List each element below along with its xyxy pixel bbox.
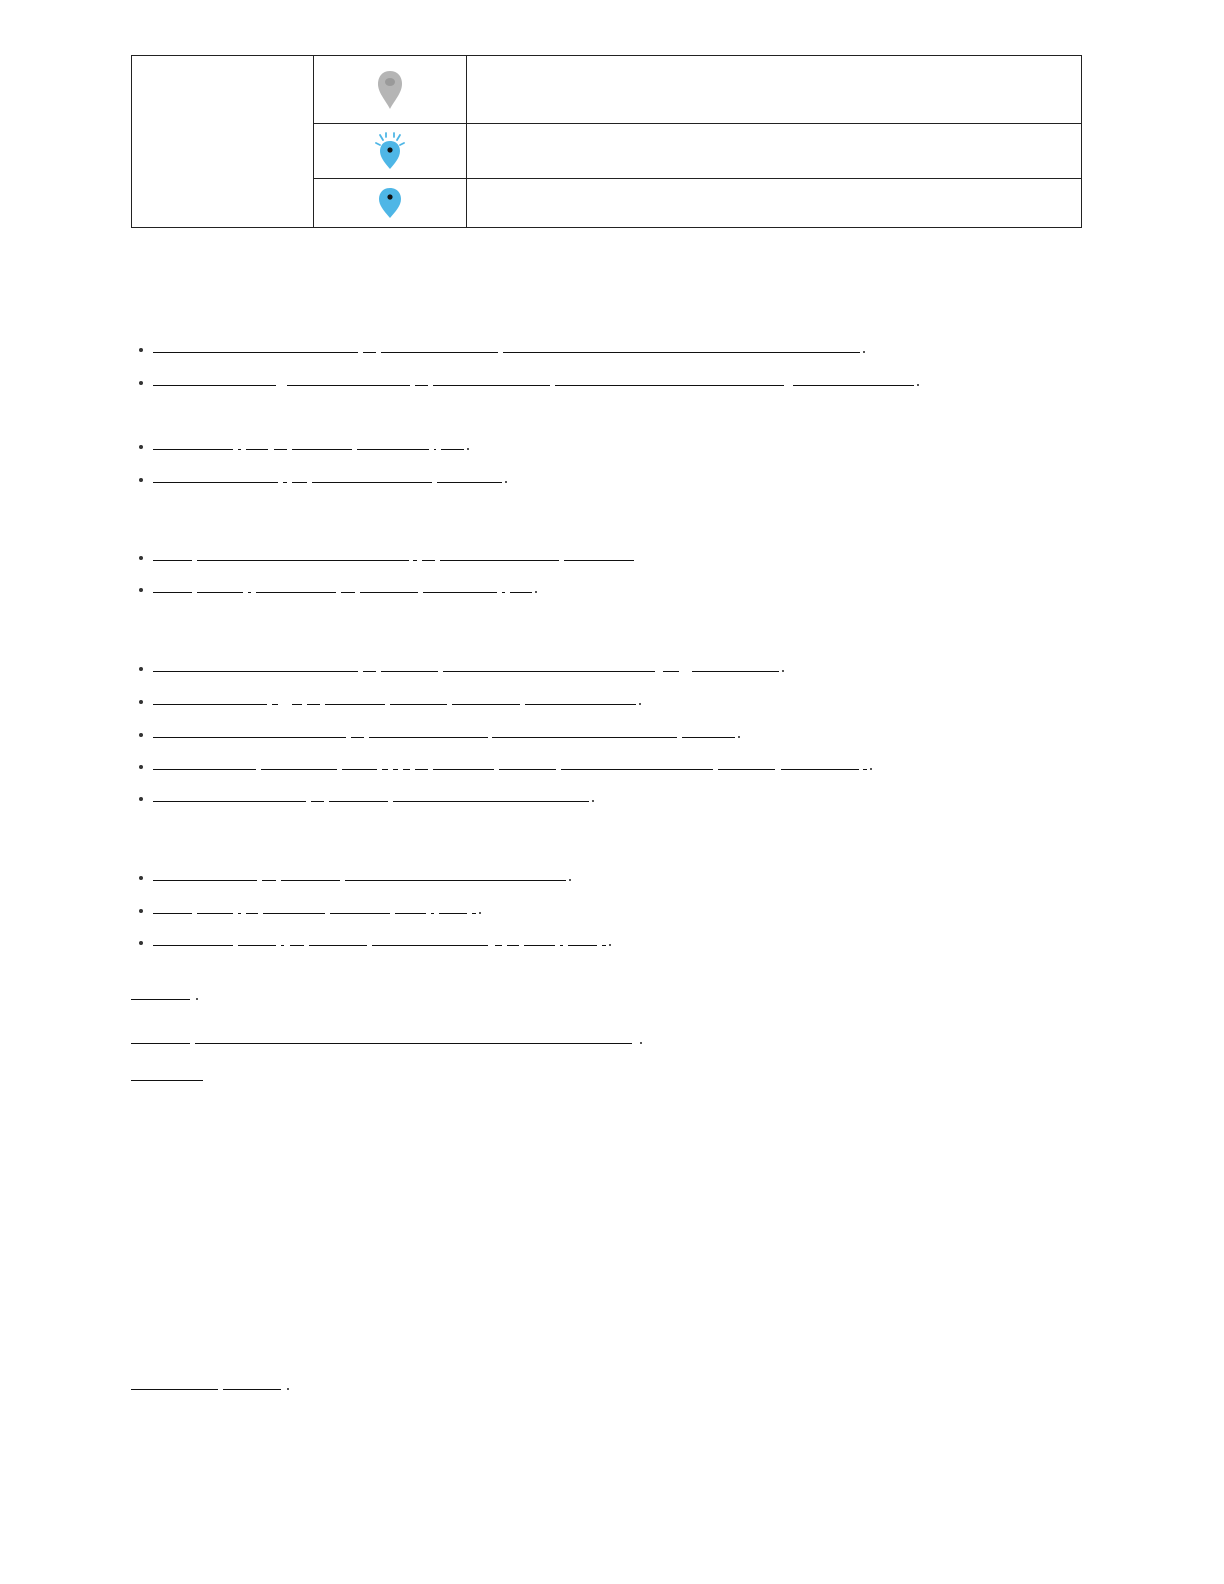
redacted-word — [441, 449, 464, 450]
redacted-word — [342, 769, 377, 770]
bullet-icon — [139, 445, 143, 449]
redacted-word — [363, 352, 376, 353]
redacted-word — [263, 913, 325, 914]
bullet-icon — [139, 797, 143, 801]
redacted-word — [153, 482, 278, 483]
bullet-icon — [139, 381, 143, 385]
redacted-word — [415, 769, 428, 770]
redacted-word — [351, 737, 364, 738]
redacted-word — [403, 769, 410, 770]
legend-icon-cell — [314, 56, 467, 124]
redacted-word — [507, 945, 519, 946]
redacted-word — [345, 880, 566, 881]
period-mark — [535, 591, 537, 593]
bullet-icon — [139, 588, 143, 592]
redacted-word — [197, 560, 409, 561]
bullet-icon — [139, 876, 143, 880]
redacted-word — [153, 352, 358, 353]
legend-description-cell — [467, 56, 1082, 124]
redacted-word — [382, 769, 388, 770]
legend-description-cell — [467, 179, 1082, 228]
bullet-icon — [139, 667, 143, 671]
redacted-word — [238, 449, 241, 450]
redacted-word — [434, 449, 436, 450]
redacted-word — [246, 449, 268, 450]
redacted-word — [153, 880, 257, 881]
redacted-word — [499, 769, 556, 770]
redacted-word — [422, 560, 435, 561]
map-pin-blue-blinking-icon — [370, 131, 410, 171]
redacted-word — [153, 737, 346, 738]
redacted-word — [415, 385, 428, 386]
period-mark — [569, 879, 571, 881]
redacted-word — [357, 449, 429, 450]
redacted-word — [153, 385, 276, 386]
period-mark — [863, 351, 865, 353]
redacted-word — [472, 913, 476, 914]
redacted-word — [311, 801, 324, 802]
redacted-word — [256, 592, 336, 593]
map-pin-grey-icon — [376, 69, 404, 111]
redacted-word — [283, 482, 287, 483]
redacted-word — [312, 482, 432, 483]
redacted-word — [718, 769, 775, 770]
redacted-word — [372, 945, 488, 946]
redacted-word — [393, 801, 589, 802]
redacted-word — [682, 737, 735, 738]
redacted-word — [781, 769, 859, 770]
period-mark — [738, 736, 740, 738]
redacted-word — [341, 592, 355, 593]
redacted-word — [238, 913, 241, 914]
legend-label-cell — [132, 56, 314, 228]
redacted-word — [568, 945, 597, 946]
redacted-word — [153, 671, 358, 672]
period-mark — [609, 944, 611, 946]
redacted-word — [153, 945, 233, 946]
bullet-icon — [139, 941, 143, 945]
legend-icon-cell — [314, 179, 467, 228]
redacted-word — [274, 449, 287, 450]
redacted-word — [423, 592, 497, 593]
redacted-word — [555, 385, 784, 386]
redacted-word — [443, 671, 655, 672]
redacted-word — [153, 592, 192, 593]
period-mark — [639, 703, 641, 705]
redacted-word — [292, 449, 352, 450]
redacted-word — [131, 999, 190, 1000]
period-mark — [592, 800, 594, 802]
redacted-word — [452, 704, 520, 705]
redacted-word — [153, 913, 192, 914]
redacted-word — [287, 385, 410, 386]
redacted-word — [561, 769, 713, 770]
redacted-word — [131, 1080, 203, 1081]
marker-legend-table — [131, 55, 1082, 228]
redacted-word — [153, 769, 256, 770]
redacted-word — [153, 801, 306, 802]
redacted-word — [325, 704, 385, 705]
redacted-word — [131, 1389, 218, 1390]
period-mark — [479, 912, 481, 914]
redacted-word — [360, 592, 418, 593]
period-mark — [870, 768, 872, 770]
redacted-word — [502, 592, 505, 593]
redacted-word — [292, 482, 307, 483]
period-mark — [782, 670, 784, 672]
redacted-word — [262, 880, 276, 881]
redacted-word — [503, 352, 860, 353]
redacted-word — [223, 1389, 281, 1390]
period-mark — [505, 481, 507, 483]
redacted-word — [495, 945, 502, 946]
redacted-word — [290, 945, 304, 946]
redacted-word — [492, 737, 677, 738]
legend-description-cell — [467, 124, 1082, 179]
redacted-word — [281, 945, 284, 946]
redacted-word — [309, 945, 367, 946]
redacted-word — [433, 769, 494, 770]
redacted-word — [692, 671, 779, 672]
redacted-word — [863, 769, 867, 770]
redacted-word — [153, 704, 267, 705]
redacted-word — [413, 560, 417, 561]
redacted-word — [439, 913, 467, 914]
redacted-word — [197, 592, 243, 593]
redacted-word — [663, 671, 679, 672]
period-mark — [196, 998, 198, 1000]
redacted-word — [560, 945, 563, 946]
redacted-word — [381, 352, 498, 353]
bullet-icon — [139, 700, 143, 704]
redacted-word — [238, 945, 276, 946]
bullet-icon — [139, 909, 143, 913]
redacted-word — [246, 913, 258, 914]
redacted-word — [525, 704, 636, 705]
redacted-word — [440, 560, 559, 561]
redacted-word — [292, 704, 302, 705]
redacted-word — [329, 801, 388, 802]
bullet-icon — [139, 556, 143, 560]
bullet-icon — [139, 765, 143, 769]
redacted-word — [437, 482, 502, 483]
period-mark — [917, 384, 919, 386]
redacted-word — [261, 769, 337, 770]
redacted-word — [131, 1043, 190, 1044]
redacted-word — [793, 385, 914, 386]
redacted-word — [433, 385, 550, 386]
redacted-word — [381, 671, 438, 672]
redacted-word — [431, 913, 434, 914]
legend-row-grey — [132, 56, 1082, 124]
redacted-word — [510, 592, 532, 593]
redacted-word — [564, 560, 634, 561]
map-pin-blue-icon — [377, 186, 403, 220]
redacted-word — [369, 737, 488, 738]
redacted-word — [395, 913, 426, 914]
redacted-word — [330, 913, 390, 914]
redacted-word — [390, 704, 447, 705]
redacted-word — [363, 671, 376, 672]
redacted-word — [602, 945, 606, 946]
redacted-word — [307, 704, 320, 705]
redacted-word — [153, 560, 192, 561]
redacted-word — [195, 1043, 632, 1044]
redacted-word — [272, 704, 278, 705]
period-mark — [467, 448, 469, 450]
redacted-word — [153, 449, 233, 450]
bullet-icon — [139, 478, 143, 482]
period-mark — [287, 1388, 289, 1390]
redacted-word — [524, 945, 555, 946]
redacted-word — [393, 769, 398, 770]
bullet-icon — [139, 733, 143, 737]
period-mark — [640, 1042, 642, 1044]
redacted-word — [248, 592, 251, 593]
redacted-word — [281, 880, 340, 881]
legend-icon-cell — [314, 124, 467, 179]
redacted-word — [197, 913, 233, 914]
bullet-icon — [139, 348, 143, 352]
